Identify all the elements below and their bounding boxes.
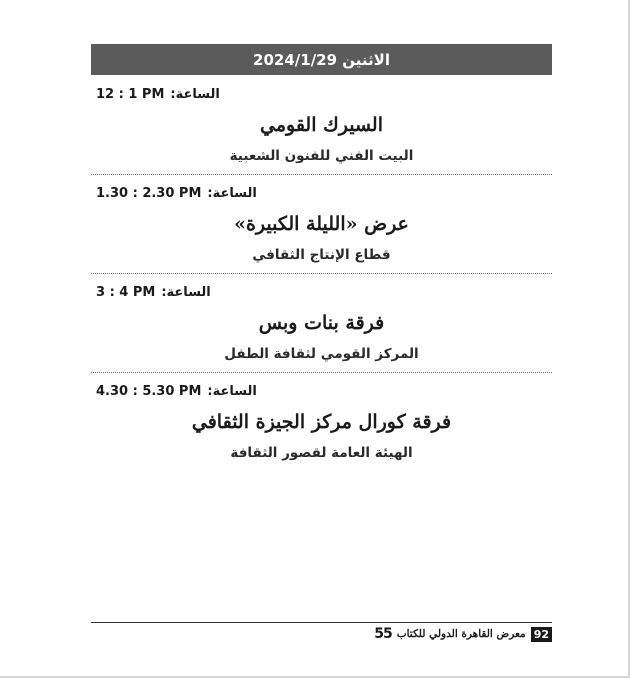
- event-time: [96, 84, 220, 104]
- date-header: [91, 44, 552, 75]
- event-organizer: المركز القومي لثقافة الطفل: [224, 346, 419, 362]
- time-label: الساعة:: [161, 284, 211, 300]
- event-organizer: قطاع الإنتاج الثقافي: [252, 247, 391, 263]
- edition-mark: 55: [374, 626, 392, 642]
- event-organizer: البيت الفني للفنون الشعبية: [229, 148, 414, 164]
- time-value: 1.30 : 2.30 PM: [96, 185, 202, 201]
- time-label: الساعة:: [207, 185, 257, 201]
- time-label: الساعة:: [170, 86, 220, 102]
- time-value: 12 : 1 PM: [96, 86, 165, 102]
- event-item: [91, 276, 552, 375]
- event-item: [91, 177, 552, 276]
- page-footer: [370, 626, 552, 642]
- date-label: الاثنين 2024/1/29: [253, 50, 390, 69]
- event-time: [96, 282, 211, 302]
- footer-rule: [91, 622, 552, 623]
- time-label: الساعة:: [207, 383, 257, 399]
- event-time: [96, 183, 257, 203]
- event-item: [91, 375, 552, 474]
- event-organizer: الهيئة العامة لقصور الثقافة: [230, 445, 413, 461]
- event-title: عرض «الليلة الكبيرة»: [234, 213, 409, 235]
- event-time: [96, 381, 257, 401]
- publication-logo: معرض القاهرة الدولي للكتاب: [396, 628, 526, 640]
- event-list: [91, 78, 552, 474]
- event-title: فرقة بنات وبس: [258, 312, 385, 334]
- time-value: 3 : 4 PM: [96, 284, 156, 300]
- event-title: فرقة كورال مركز الجيزة الثقافي: [191, 411, 452, 433]
- event-item: [91, 78, 552, 177]
- event-title: السيرك القومي: [259, 114, 384, 136]
- time-value: 4.30 : 5.30 PM: [96, 383, 202, 399]
- page-number: 92: [531, 627, 552, 642]
